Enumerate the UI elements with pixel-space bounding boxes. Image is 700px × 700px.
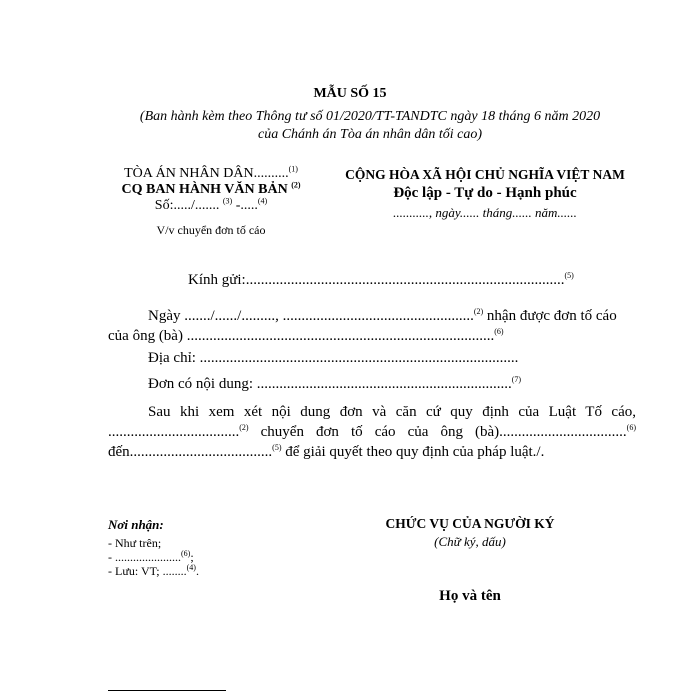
national-header [330,166,640,222]
paragraph-address: Địa chỉ: ..................................................................................... [148,350,519,366]
paragraph-received: Ngày ......./....../........., ...................................................$^{(2)}$ nhận được đơn tố cáo của ông (bà) ..................................................................................$^{(6)}$ [108,307,617,344]
subtitle-line-2: của Chánh án Tòa án nhân dân tối cao) [258,127,482,142]
issuer-header [96,166,326,238]
recipient-line: Kính gửi:.....................................................................................$^{(5)}$ [188,271,574,288]
recipient-item: - Lưu: VT; ........$^{(4)}$. [108,563,199,578]
form-subtitle [90,108,650,144]
recipient-item: - ......................$^{(6)}$; [108,549,194,564]
date-line: ..........., ngày...... tháng...... năm...... [393,205,577,220]
recipients-heading: Nơi nhận: [108,517,164,532]
signature-note: (Chữ ký, dấu) [434,534,506,549]
recipients-block [108,518,308,578]
national-motto: Độc lập - Tự do - Hạnh phúc [393,185,577,201]
paragraph-content: Đơn có nội dung: ....................................................................$^{(7)}$ [148,375,522,392]
document-number: Số:...../....... $^{(3)}$ -.....$^{(4)}$ [154,196,268,213]
subtitle-line-1: (Ban hành kèm theo Thông tư số 01/2020/TT-TANDTC ngày 18 tháng 6 năm 2020 [139,109,601,124]
nation-name: CỘNG HÒA XÃ HỘI CHỦ NGHĨA VIỆT NAM [345,167,625,182]
recipient-item: - Như trên; [108,536,162,550]
form-title: MẪU SỐ 15 [313,86,387,101]
signature-block [340,516,600,605]
signer-name: Họ và tên [439,588,501,604]
issuing-agency: CQ BAN HÀNH VĂN BẢN $^{(2)}$ [121,180,301,197]
paragraph-transfer: Sau khi xem xét nội dung đơn và căn cứ quy định của Luật Tố cáo, ...................................$^{(2)}$ chuyển đơn tố cáo của ông (bà)..................................$^{(6)}$ đến......................................$^{(5)}$ để giải quyết theo quy định của pháp luật./. [108,404,636,460]
signer-role: CHỨC VỤ CỦA NGƯỜI KÝ [385,516,555,531]
document-subject: V/v chuyển đơn tố cáo [156,223,266,237]
court-name: TÒA ÁN NHÂN DÂN..........$^{(1)}$ [124,164,298,181]
footnote-divider [108,690,226,691]
